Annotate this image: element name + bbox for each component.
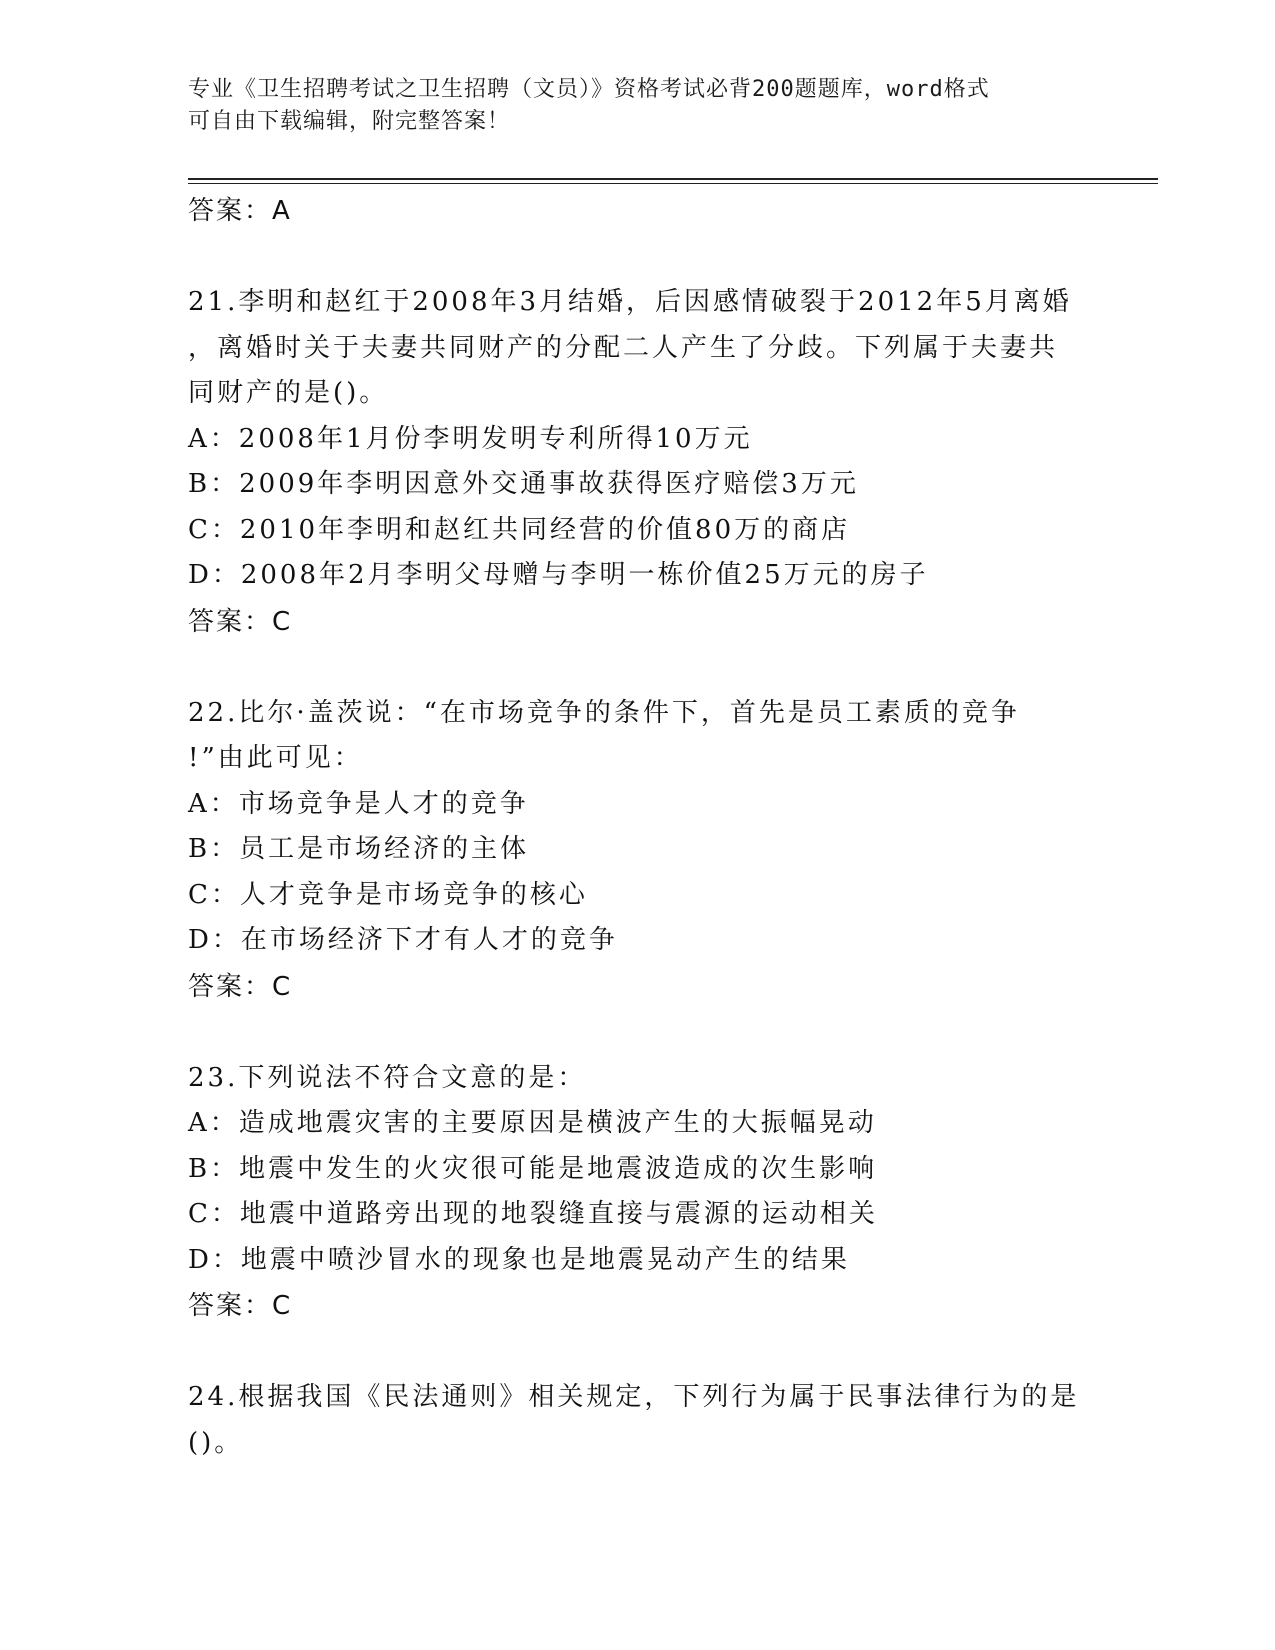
question-22 — [188, 691, 1128, 1010]
spacer — [188, 645, 1128, 691]
question-stem-line: 同财产的是()。 — [188, 378, 389, 408]
question-21 — [188, 280, 1128, 645]
question-stem-line: !”由此可见： — [188, 743, 363, 773]
header-divider-thick — [188, 178, 1158, 180]
option-d: D：在市场经济下才有人才的竞争 — [188, 925, 618, 955]
question-list — [188, 188, 1128, 1466]
header-line-1: 专业《卫生招聘考试之卫生招聘（文员）》资格考试必背200题题库，word格式 — [188, 77, 990, 102]
option-b: B：地震中发生的火灾很可能是地震波造成的次生影响 — [188, 1153, 878, 1184]
option-b: B：2009年李明因意外交通事故获得医疗赔偿3万元 — [188, 469, 859, 499]
answer-line: 答案：C — [188, 971, 293, 1002]
spacer — [188, 234, 1128, 280]
option-d: D：2008年2月李明父母赠与李明一栋价值25万元的房子 — [188, 560, 929, 590]
header-divider-thin — [188, 183, 1158, 184]
document-header — [188, 74, 1068, 138]
answer-line: 答案：C — [188, 1291, 293, 1321]
option-a: A：2008年1月份李明发明专利所得10万元 — [188, 423, 753, 454]
header-line-2: 可自由下载编辑，附完整答案！ — [188, 109, 511, 134]
question-stem-line: 21.李明和赵红于2008年3月结婚，后因感情破裂于2012年5月离婚 — [188, 287, 1072, 317]
question-24 — [188, 1375, 1128, 1466]
option-c: C：人才竞争是市场竞争的核心 — [188, 879, 588, 910]
spacer — [188, 1329, 1128, 1375]
option-b: B：员工是市场经济的主体 — [188, 834, 530, 864]
question-stem-line: 23.下列说法不符合文意的是： — [188, 1062, 587, 1093]
spacer — [188, 1010, 1128, 1056]
option-a: A：造成地震灾害的主要原因是横波产生的大振幅晃动 — [188, 1108, 877, 1138]
option-c: C：2010年李明和赵红共同经营的价值80万的商店 — [188, 514, 851, 545]
answer-line: 答案：C — [188, 606, 293, 637]
option-d: D：地震中喷沙冒水的现象也是地震晃动产生的结果 — [188, 1244, 850, 1275]
question-stem-line: 22.比尔·盖茨说：“在市场竞争的条件下，首先是员工素质的竞争 — [188, 697, 1020, 728]
previous-answer: 答案：A — [188, 196, 292, 226]
option-a: A：市场竞争是人才的竞争 — [188, 788, 529, 819]
question-stem-line: ()。 — [188, 1427, 244, 1458]
question-stem-line: ，离婚时关于夫妻共同财产的分配二人产生了分歧。下列属于夫妻共 — [188, 332, 1059, 363]
option-c: C：地震中道路旁出现的地裂缝直接与震源的运动相关 — [188, 1199, 878, 1229]
question-23 — [188, 1056, 1128, 1330]
question-stem-line: 24.根据我国《民法通则》相关规定，下列行为属于民事法律行为的是 — [188, 1382, 1080, 1412]
